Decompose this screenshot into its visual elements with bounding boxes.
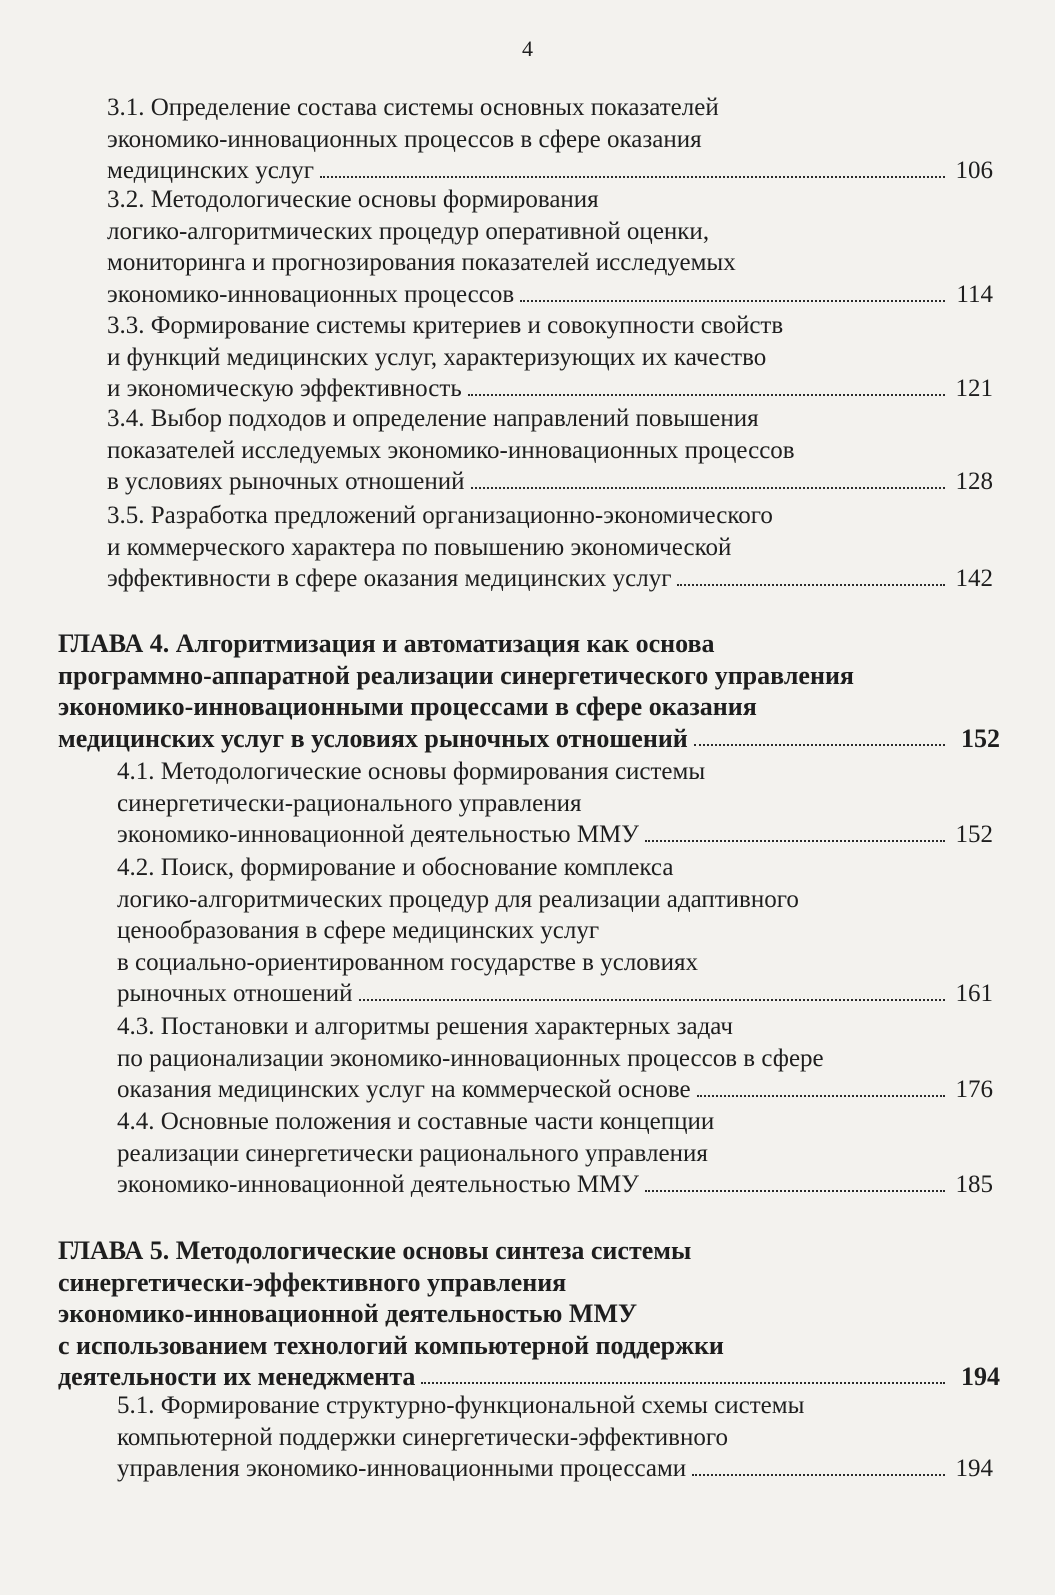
toc-line — [0, 124, 1055, 156]
toc-line — [0, 852, 1055, 884]
toc-page-number: 152 — [955, 821, 993, 848]
toc-line — [0, 915, 1055, 947]
toc-section-entry — [0, 1106, 1055, 1201]
toc-section-entry — [0, 852, 1055, 1010]
toc-line — [0, 563, 1055, 595]
toc-section-entry — [0, 756, 1055, 851]
toc-entry-text: и коммерческого характера по повышению экономической — [107, 533, 732, 561]
toc-line — [0, 788, 1055, 820]
toc-entry-text: синергетически-рационального управления — [117, 789, 582, 817]
toc-line — [0, 1169, 1055, 1201]
toc-line — [0, 532, 1055, 564]
toc-page-number: 114 — [956, 280, 993, 308]
toc-entry-text: 5.1. Формирование структурно-функциональной схемы системы — [117, 1392, 805, 1419]
toc-line — [0, 247, 1055, 279]
toc-line — [0, 1043, 1055, 1075]
toc-line — [0, 1235, 1055, 1267]
toc-line — [0, 500, 1055, 532]
toc-entry-text: экономико-инновационных процессов в сфере оказания — [107, 125, 702, 153]
toc-line — [0, 435, 1055, 467]
toc-entry-text: 3.4. Выбор подходов и определение направлений повышения — [107, 405, 759, 432]
toc-line — [0, 884, 1055, 916]
toc-line — [0, 628, 1055, 660]
dot-leader — [677, 584, 945, 586]
toc-line — [0, 373, 1055, 405]
toc-chapter-entry — [0, 1235, 1055, 1393]
toc-line — [0, 1330, 1055, 1362]
toc-entry-text: программно-аппаратной реализации синергетического управления — [58, 660, 854, 690]
toc-line — [0, 403, 1055, 435]
toc-line — [0, 691, 1055, 723]
dot-leader — [697, 1095, 945, 1097]
toc-line — [0, 310, 1055, 342]
toc-section-entry — [0, 403, 1055, 498]
toc-page-number: 194 — [955, 1455, 993, 1482]
toc-line — [0, 155, 1055, 187]
toc-entry-text: рыночных отношений — [117, 980, 353, 1007]
toc-entry-text: с использованием технологий компьютерной поддержки — [58, 1330, 724, 1360]
toc-line — [0, 1011, 1055, 1043]
dot-leader — [359, 999, 945, 1001]
toc-entry-text: эффективности в сфере оказания медицинских услуг — [107, 565, 672, 592]
toc-entry-text: мониторинга и прогнозирования показателей исследуемых — [107, 249, 736, 276]
toc-line — [0, 1390, 1055, 1422]
toc-line — [0, 1267, 1055, 1299]
toc-entry-text: 4.3. Постановки и алгоритмы решения характерных задач — [117, 1013, 733, 1040]
toc-line — [0, 216, 1055, 248]
toc-entry-text: экономико-инновационной деятельностью ММУ — [58, 1299, 638, 1328]
toc-entry-text: в условиях рыночных отношений — [107, 468, 465, 495]
dot-leader — [471, 487, 945, 489]
toc-entry-text: 4.1. Методологические основы формирования системы — [117, 758, 706, 785]
toc-line — [0, 1361, 1055, 1393]
toc-entry-text: медицинских услуг — [107, 157, 315, 184]
toc-line — [0, 756, 1055, 788]
toc-line — [0, 660, 1055, 692]
toc-section-entry — [0, 1011, 1055, 1106]
toc-entry-text: ГЛАВА 5. Методологические основы синтеза системы — [58, 1236, 692, 1265]
toc-line — [0, 947, 1055, 979]
toc-entry-text: по рационализации экономико-инновационных процессов в сфере — [117, 1044, 824, 1072]
toc-entry-text: и функций медицинских услуг, характеризующих их качество — [107, 343, 767, 371]
toc-entry-text: показателей исследуемых экономико-инновационных процессов — [107, 436, 795, 464]
dot-leader — [645, 1190, 945, 1192]
dot-leader — [468, 394, 945, 396]
toc-section-entry — [0, 500, 1055, 595]
toc-section-entry — [0, 310, 1055, 405]
toc-line — [0, 1453, 1055, 1485]
toc-entry-text: экономико-инновационной деятельностью ММУ — [117, 821, 639, 848]
toc-line — [0, 723, 1055, 755]
toc-line — [0, 184, 1055, 216]
toc-line — [0, 1138, 1055, 1170]
toc-entry-text: управления экономико-инновационными процессами — [117, 1455, 687, 1482]
dot-leader — [421, 1382, 945, 1384]
toc-entry-text: реализации синергетически рационального управления — [117, 1139, 708, 1167]
toc-entry-text: экономико-инновационной деятельностью ММУ — [117, 1171, 639, 1198]
toc-entry-text: экономико-инновационных процессов — [107, 280, 515, 308]
toc-entry-text: логико-алгоритмических процедур для реализации адаптивного — [117, 885, 799, 913]
toc-line — [0, 342, 1055, 374]
toc-page-number: 128 — [955, 468, 993, 495]
toc-line — [0, 92, 1055, 124]
toc-entry-text: медицинских услуг в условиях рыночных отношений — [58, 723, 688, 753]
toc-entry-text: 4.4. Основные положения и составные части концепции — [117, 1108, 715, 1135]
toc-entry-text: деятельности их менеджмента — [58, 1362, 416, 1391]
toc-page-number: 194 — [961, 1362, 1000, 1391]
toc-page-number: 176 — [955, 1076, 993, 1103]
toc-line — [0, 1298, 1055, 1330]
toc-entry-text: синергетически-эффективного управления — [58, 1267, 567, 1297]
toc-entry-text: 3.3. Формирование системы критериев и совокупности свойств — [107, 312, 784, 339]
toc-line — [0, 466, 1055, 498]
toc-line — [0, 978, 1055, 1010]
toc-page-number: 121 — [955, 375, 993, 402]
dot-leader — [692, 1474, 945, 1476]
toc-entry-text: логико-алгоритмических процедур оперативной оценки, — [107, 217, 710, 245]
toc-entry-text: и экономическую эффективность — [107, 375, 462, 402]
toc-line — [0, 819, 1055, 851]
page-number: 4 — [522, 36, 533, 61]
toc-entry-text: ценообразования в сфере медицинских услуг — [117, 917, 600, 944]
toc-section-entry — [0, 1390, 1055, 1485]
toc-page-number: 161 — [955, 980, 993, 1007]
toc-entry-text: 3.1. Определение состава системы основных показателей — [107, 94, 719, 121]
toc-line — [0, 1422, 1055, 1454]
toc-line — [0, 1106, 1055, 1138]
toc-entry-text: ГЛАВА 4. Алгоритмизация и автоматизация как основа — [58, 629, 715, 658]
dot-leader — [645, 840, 945, 842]
toc-page-number: 142 — [955, 565, 993, 592]
toc-entry-text: 4.2. Поиск, формирование и обоснование комплекса — [117, 854, 674, 881]
toc-page-number: 185 — [955, 1171, 993, 1198]
dot-leader — [320, 176, 945, 178]
dot-leader — [694, 744, 945, 746]
toc-line — [0, 1074, 1055, 1106]
toc-entry-text: в социально-ориентированном государстве в условиях — [117, 948, 698, 976]
toc-entry-text: компьютерной поддержки синергетически-эффективного — [117, 1423, 728, 1451]
dot-leader — [520, 300, 945, 302]
toc-entry-text: 3.2. Методологические основы формирования — [107, 186, 599, 213]
toc-section-entry — [0, 92, 1055, 187]
toc-entry-text: 3.5. Разработка предложений организационно-экономического — [107, 502, 773, 529]
toc-section-entry — [0, 184, 1055, 310]
toc-page-number: 106 — [955, 157, 993, 184]
toc-page-number: 152 — [961, 723, 1000, 753]
toc-line — [0, 279, 1055, 311]
toc-entry-text: оказания медицинских услуг на коммерческой основе — [117, 1076, 691, 1103]
toc-chapter-entry — [0, 628, 1055, 754]
toc-entry-text: экономико-инновационными процессами в сфере оказания — [58, 692, 757, 721]
